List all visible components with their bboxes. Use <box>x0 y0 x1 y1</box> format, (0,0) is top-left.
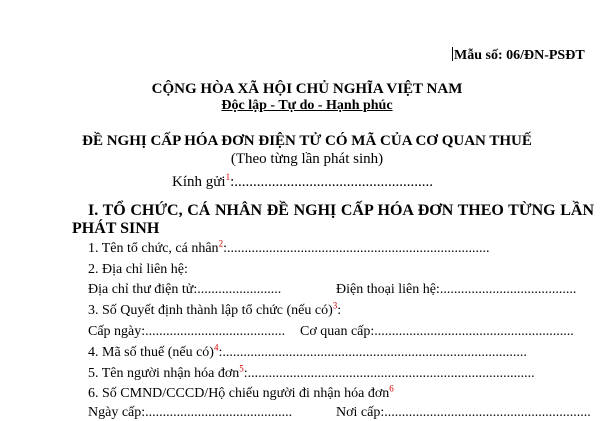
field-label: Ngày cấp: <box>88 405 146 420</box>
field-tax-code <box>88 342 527 361</box>
field-label: 6. Số CMND/CCCD/Hộ chiếu người đi nhận hóa đơn <box>88 386 390 401</box>
field-address <box>88 262 188 278</box>
field-email <box>88 282 281 298</box>
section-1-heading-line-2: PHÁT SINH <box>72 220 160 237</box>
form-number <box>452 47 585 64</box>
field-label: 3. Số Quyết định thành lập tổ chức (nếu có) <box>88 303 333 318</box>
footnote-marker-5: 5 <box>239 363 244 374</box>
footnote-marker-3: 3 <box>332 300 338 311</box>
field-dots: ......................................................... <box>374 324 574 339</box>
field-issuing-authority <box>300 324 574 340</box>
field-label: Cấp ngày: <box>88 324 146 339</box>
field-dots: :.................................................................................. <box>243 366 535 381</box>
document-title: ĐỀ NGHỊ CẤP HÓA ĐƠN ĐIỆN TỬ CÓ MÃ CỦA CƠ QUAN THUẾ <box>82 133 532 149</box>
footnote-marker-6: 6 <box>389 383 394 394</box>
document-subtitle: (Theo từng lần phát sinh) <box>230 151 384 167</box>
field-label: 1. Tên tổ chức, cá nhân <box>88 241 219 256</box>
field-establishment-decision <box>88 300 342 319</box>
field-dots: ........................................ <box>145 324 286 339</box>
recipient-dots: :..................................................... <box>230 174 433 190</box>
footnote-marker-1: 1 <box>225 172 231 182</box>
footnote-marker-2: 2 <box>218 238 224 249</box>
field-label: Nơi cấp: <box>336 405 385 420</box>
field-recipient-name <box>88 363 535 382</box>
motto: Độc lập - Tự do - Hạnh phúc <box>221 98 393 113</box>
country-heading: CỘNG HÒA XÃ HỘI CHỦ NGHĨA VIỆT NAM <box>151 81 463 97</box>
field-label: 4. Mã số thuế (nếu có) <box>88 345 214 360</box>
footnote-marker-4: 4 <box>213 342 219 353</box>
field-dots: :....................................................................................... <box>218 345 527 360</box>
field-id-issue-date <box>88 405 292 421</box>
field-label: Điện thoại liên hệ: <box>336 282 440 297</box>
field-label: Địa chỉ thư điện tử: <box>88 282 198 297</box>
field-id-issue-place <box>336 405 591 421</box>
field-organization-name <box>88 238 490 257</box>
recipient-line <box>172 174 433 191</box>
field-label: 5. Tên người nhận hóa đơn <box>88 366 240 381</box>
field-phone <box>336 282 576 298</box>
field-label: 2. Địa chỉ liên hệ: <box>88 262 188 277</box>
field-dots: ........................ <box>197 282 282 297</box>
field-dots: :........................................................................... <box>223 241 490 256</box>
section-1-heading-line-1: I. TỔ CHỨC, CÁ NHÂN ĐỀ NGHỊ CẤP HÓA ĐƠN THEO TỪNG LẦN <box>88 202 594 219</box>
field-id-number <box>88 383 394 402</box>
recipient-label: Kính gửi <box>172 174 226 190</box>
form-number-text: Mẫu số: 06/ĐN-PSĐT <box>454 48 585 63</box>
field-dots: ....................................... <box>439 282 577 297</box>
text-cursor <box>452 47 453 61</box>
field-issue-date <box>88 324 285 340</box>
field-label: Cơ quan cấp: <box>300 324 375 339</box>
field-dots: .......................................... <box>145 405 293 420</box>
field-dots: ........................................................... <box>384 405 591 420</box>
field-colon: : <box>337 303 342 318</box>
